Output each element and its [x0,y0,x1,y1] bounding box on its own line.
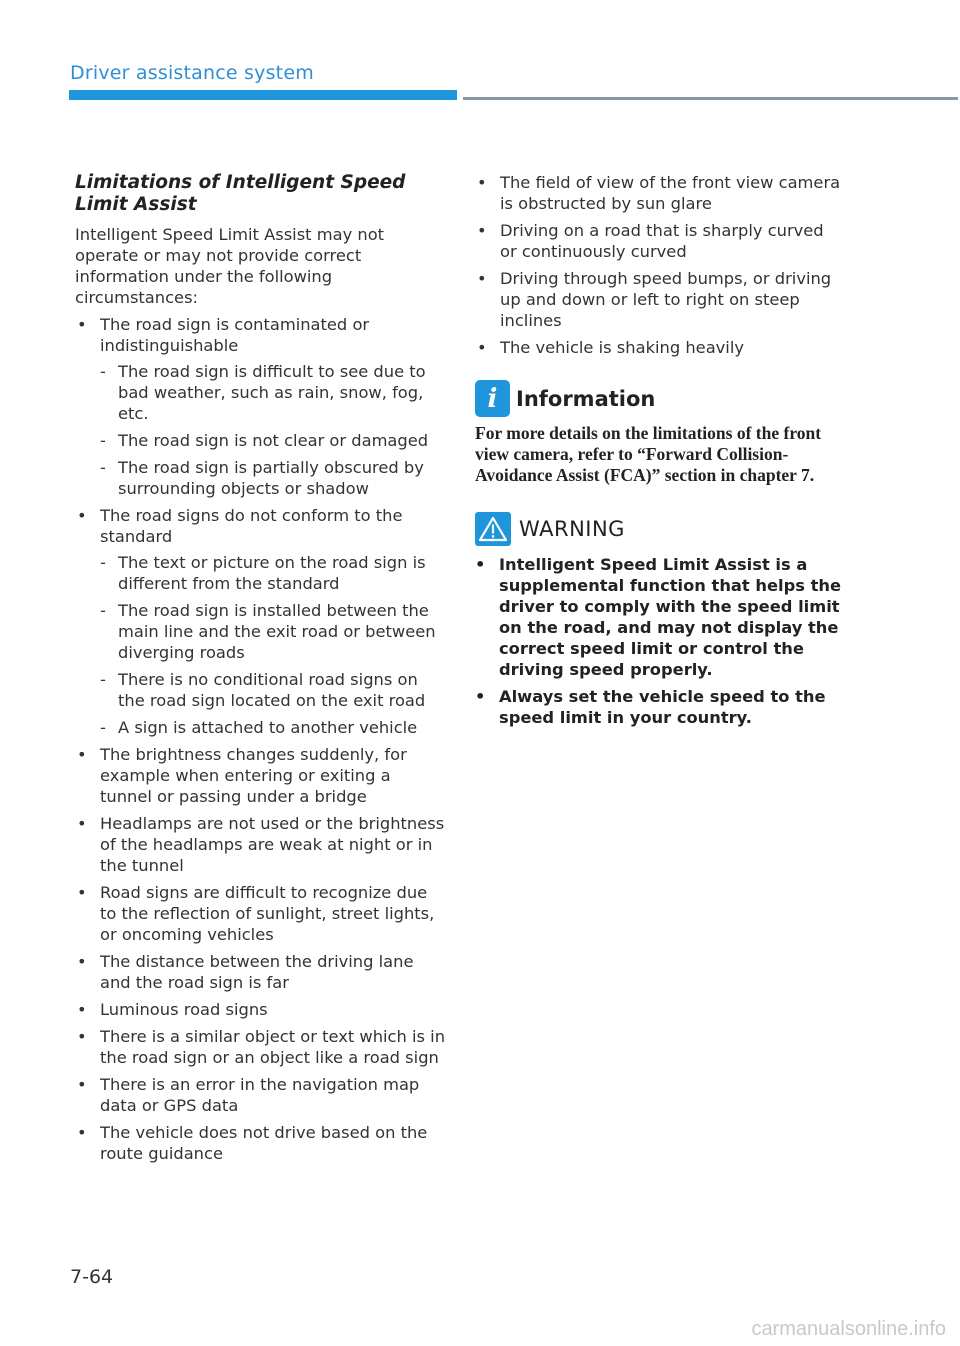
list-item: • Headlamps are not used or the brightness of the headlamps are weak at night or in the tunnel [77,814,445,875]
limitations-list [75,314,445,1164]
limitations-list-continued [475,172,845,358]
intro-paragraph: Intelligent Speed Limit Assist may not operate or may not provide correct information under the following circumstances: [75,225,385,307]
sub-list-item: - A sign is attached to another vehicle [100,718,418,737]
sub-list [100,552,445,738]
section-title-line-2: Limit Assist [75,194,197,215]
sub-list-item: - The text or picture on the road sign is different from the standard [100,553,426,593]
header-accent-bar [69,90,457,100]
warning-item: • Intelligent Speed Limit Assist is a supplemental function that helps the driver to comply with the speed limit on the road, and may not display the correct speed limit or control the driving speed properly. [475,555,842,679]
list-item: • Driving through speed bumps, or driving up and down or left to right on steep inclines [477,269,832,330]
list-item: • Road signs are difficult to recognize due to the reflection of sunlight, street lights, or oncoming vehicles [77,883,435,944]
list-item: • Luminous road signs [77,1000,268,1019]
list-item: • There is an error in the navigation map data or GPS data [77,1075,420,1115]
watermark: carmanualsonline.info [751,1318,946,1340]
list-item: • The distance between the driving lane and the road sign is far [77,952,414,992]
list-item: • The road sign is contaminated or indistinguishable - The road sign is difficult to see due to bad weather, such as rain, snow, fog, etc. - The road sign is not clear or damaged - The road sign is partially obscured by surrounding objects or shadow [75,314,445,499]
sub-list-item: - There is no conditional road signs on the road sign located on the exit road [100,670,426,710]
warning-header [475,512,845,546]
left-column [75,172,445,1170]
section-title [75,172,445,216]
information-title: Information [516,386,656,411]
header-rule [463,97,958,100]
information-text: For more details on the limitations of the front view camera, refer to “Forward Collision-Avoidance Assist (FCA)” section in chapter 7. [475,423,822,485]
sub-list [100,361,445,499]
sub-list-item: - The road sign is not clear or damaged [100,431,429,450]
list-item: • The brightness changes suddenly, for example when entering or exiting a tunnel or passing under a bridge [77,745,407,806]
section-header: Driver assistance system [70,62,314,84]
list-item: • The field of view of the front view camera is obstructed by sun glare [477,173,841,213]
list-item: • The vehicle is shaking heavily [477,338,744,357]
section-title-line-1: Limitations of Intelligent Speed [75,172,406,193]
warning-list [475,554,845,728]
info-icon: i [475,380,510,417]
warning-title: WARNING [519,517,625,541]
list-item: • There is a similar object or text which is in the road sign or an object like a road sign [77,1027,446,1067]
right-column [475,172,845,734]
list-item: • The road signs do not conform to the standard - The text or picture on the road sign is different from the standard - The road sign is installed between the main line and the exit road or between diverging roads - There is no conditional road signs on the road sign located on the exit road - A sign is attached to another vehicle [75,505,445,738]
list-item-text: The road signs do not conform to the standard [100,506,403,546]
sub-list-item: - The road sign is partially obscured by surrounding objects or shadow [100,458,424,498]
list-item-text: The road sign is contaminated or indistinguishable [100,315,370,355]
list-item: • Driving on a road that is sharply curved or continuously curved [477,221,824,261]
sub-list-item: - The road sign is installed between the main line and the exit road or between diverging roads [100,601,436,662]
warning-triangle-icon [475,512,511,546]
page-number: 7-64 [70,1266,114,1288]
list-item: • The vehicle does not drive based on the route guidance [77,1123,428,1163]
warning-item: • Always set the vehicle speed to the speed limit in your country. [475,687,826,727]
information-header [475,380,845,417]
sub-list-item: - The road sign is difficult to see due to bad weather, such as rain, snow, fog, etc. [100,362,426,423]
